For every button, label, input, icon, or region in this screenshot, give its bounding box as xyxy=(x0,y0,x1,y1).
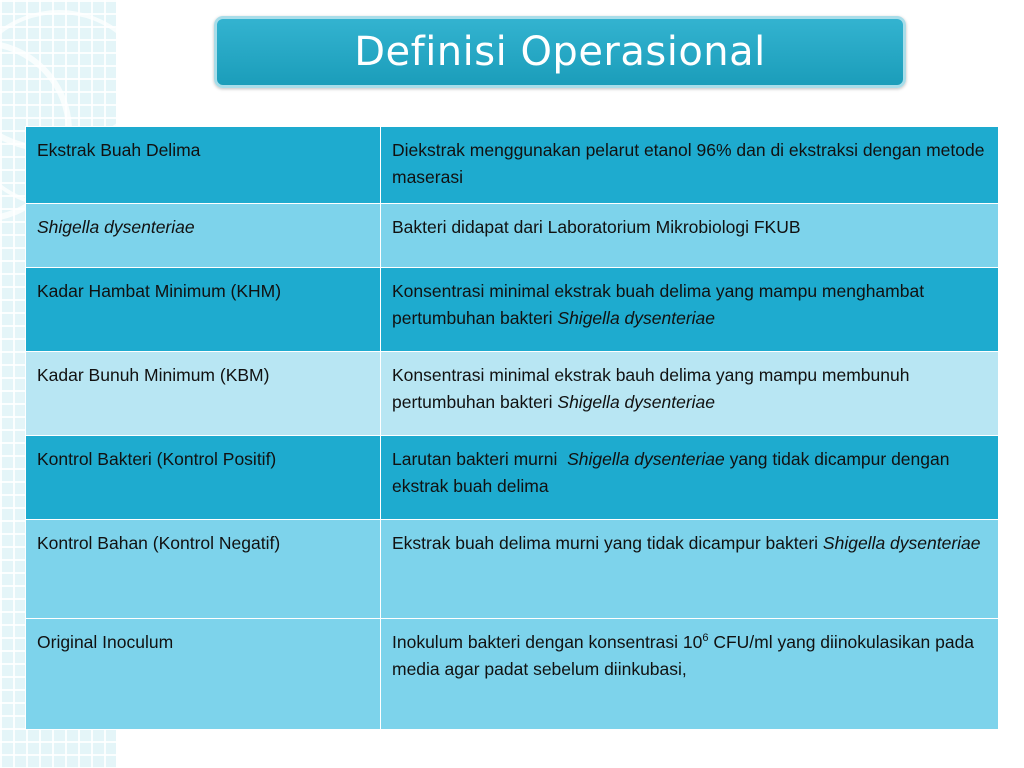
definition-text: Larutan bakteri murni xyxy=(392,449,558,469)
term-cell: Shigella dysenteriae xyxy=(26,204,381,268)
definition-cell: Bakteri didapat dari Laboratorium Mikrobiologi FKUB xyxy=(381,204,999,268)
definition-cell xyxy=(381,352,999,436)
species-name: Shigella dysenteriae xyxy=(822,533,981,553)
table-row xyxy=(26,352,999,436)
term-cell: Kadar Hambat Minimum (KHM) xyxy=(26,268,381,352)
definition-table xyxy=(25,126,999,730)
term-cell: Original Inoculum xyxy=(26,619,381,730)
species-name: Shigella dysenteriae xyxy=(557,308,716,328)
slide-title-banner xyxy=(214,16,906,88)
exponent: 6 xyxy=(702,632,709,645)
definition-text: Inokulum bakteri dengan konsentrasi 10 xyxy=(392,632,703,652)
table-row xyxy=(26,619,999,730)
slide-title: Definisi Operasional xyxy=(354,29,766,75)
term-cell: Kontrol Bahan (Kontrol Negatif) xyxy=(26,520,381,619)
table-row xyxy=(26,436,999,520)
term-cell: Kadar Bunuh Minimum (KBM) xyxy=(26,352,381,436)
table-row xyxy=(26,268,999,352)
term-cell: Kontrol Bakteri (Kontrol Positif) xyxy=(26,436,381,520)
table-row xyxy=(26,520,999,619)
definition-text: CFU/ml yang diinokulasikan pada media agar padat sebelum diinkubasi, xyxy=(392,632,975,679)
table-row xyxy=(26,127,999,204)
definition-cell: Diekstrak menggunakan pelarut etanol 96% dan di ekstraksi dengan metode maserasi xyxy=(381,127,999,204)
definition-cell xyxy=(381,268,999,352)
table-row xyxy=(26,204,999,268)
species-name: Shigella dysenteriae xyxy=(557,392,716,412)
definition-text: Konsentrasi minimal ekstrak buah delima yang mampu menghambat pertumbuhan bakteri xyxy=(392,281,925,328)
definition-cell xyxy=(381,520,999,619)
term-cell: Ekstrak Buah Delima xyxy=(26,127,381,204)
definition-cell xyxy=(381,619,999,730)
definition-text: yang tidak dicampur dengan ekstrak buah delima xyxy=(392,449,950,496)
definition-text: Konsentrasi minimal ekstrak bauh delima yang mampu membunuh pertumbuhan bakteri xyxy=(392,365,910,412)
species-name: Shigella dysenteriae xyxy=(567,449,725,469)
definition-text: Ekstrak buah delima murni yang tidak dicampur bakteri xyxy=(392,533,819,553)
definition-cell xyxy=(381,436,999,520)
